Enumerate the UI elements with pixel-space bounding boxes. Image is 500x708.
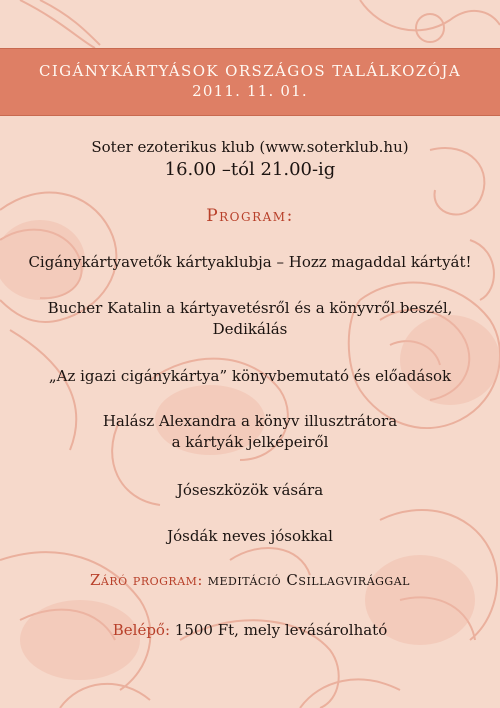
program-heading: Program: [206,206,294,226]
venue-name: Soter ezoterikus klub (www.soterklub.hu) [91,138,409,156]
event-title: CIGÁNYKÁRTYÁSOK ORSZÁGOS TALÁLKOZÓJA [38,62,462,80]
program-item: Jóseszközök vására [176,481,324,499]
closing-program [0,570,500,590]
program-item: Cigánykártyavetők kártyaklubja – Hozz magaddal kártyát! [28,253,472,271]
entry-fee-text: 1500 Ft, mely levásárolható [174,621,388,639]
closing-program-text: meditáció Csillagvirággal [207,571,410,589]
title-banner [0,48,500,116]
event-date: 2011. 11. 01. [192,82,308,100]
program-item: Halász Alexandra a könyv illusztrátora [102,412,398,430]
entry-fee-label: Belépő: [112,621,171,639]
program-item: Jósdák neves jósokkal [167,527,333,545]
program-item-continued: a kártyák jelképeiről [171,433,329,451]
entry-fee [0,620,500,640]
closing-program-label: Záró program: [90,571,203,589]
program-item: „Az igazi cigánykártya” könyvbemutató és előadások [48,367,452,385]
program-item-continued: Dedikálás [212,320,288,338]
event-time: 16.00 –tól 21.00-ig [164,159,336,180]
program-item: Bucher Katalin a kártyavetésről és a könyvről beszél, [47,299,453,317]
